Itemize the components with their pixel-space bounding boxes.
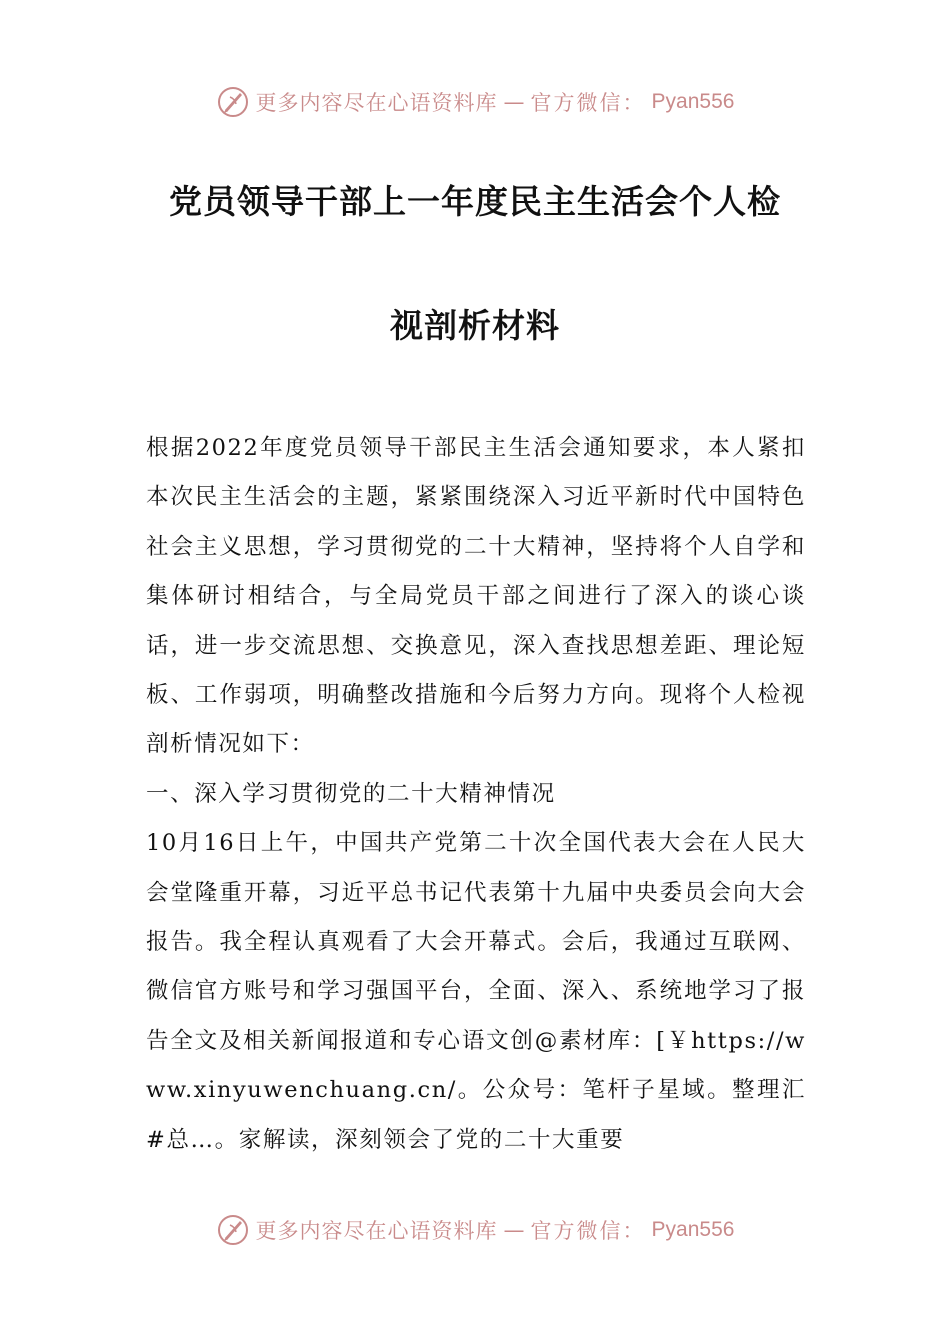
document-title-line-1: 党员领导干部上一年度民主生活会个人检: [169, 182, 781, 221]
document-title-line-2: 视剖析材料: [390, 306, 560, 345]
watermark-separator: —: [503, 90, 525, 114]
watermark-wechat-id: Pyan556: [651, 1218, 735, 1241]
intro-paragraph: 根据2022年度党员领导干部民主生活会通知要求，本人紧扣本次民主生活会的主题，紧紧围绕深入习近平新时代中国特色社会主义思想，学习贯彻党的二十大精神，坚持将个人自学和集体研讨相结合，与全局党员干部之间进行了深入的谈心谈话，进一步交流思想、交换意见，深入查找思想差距、理论短板、工作弱项，明确整改措施和今后努力方向。现将个人检视剖析情况如下：: [146, 435, 806, 758]
quill-pen-icon: [216, 1213, 250, 1247]
watermark-text: 更多内容尽在心语资料库: [255, 91, 498, 115]
quill-pen-icon: [216, 85, 250, 119]
watermark-text: 更多内容尽在心语资料库: [255, 1219, 498, 1243]
header-watermark: [0, 82, 950, 122]
watermark-wechat-id: Pyan556: [651, 90, 735, 113]
section-heading: 一、深入学习贯彻党的二十大精神情况: [146, 780, 556, 807]
watermark-wechat-label: 官方微信：: [530, 91, 646, 115]
document-body: [146, 424, 806, 1165]
body-paragraph: 10月16日上午，中国共产党第二十次全国代表大会在人民大会堂隆重开幕，习近平总书记代表第十九届中央委员会向大会报告。我全程认真观看了大会开幕式。会后，我通过互联网、微信官方账号和学习强国平台，全面、深入、系统地学习了报告全文及相关新闻报道和专心语文创@素材库：[￥https://www.xinyuwenchuang.cn/。公众号：笔杆子星域。整理汇#总…。家解读，深刻领会了党的二十大重要: [146, 830, 806, 1153]
watermark-wechat-label: 官方微信：: [530, 1219, 646, 1243]
watermark-separator: —: [503, 1218, 525, 1242]
footer-watermark: [0, 1210, 950, 1250]
